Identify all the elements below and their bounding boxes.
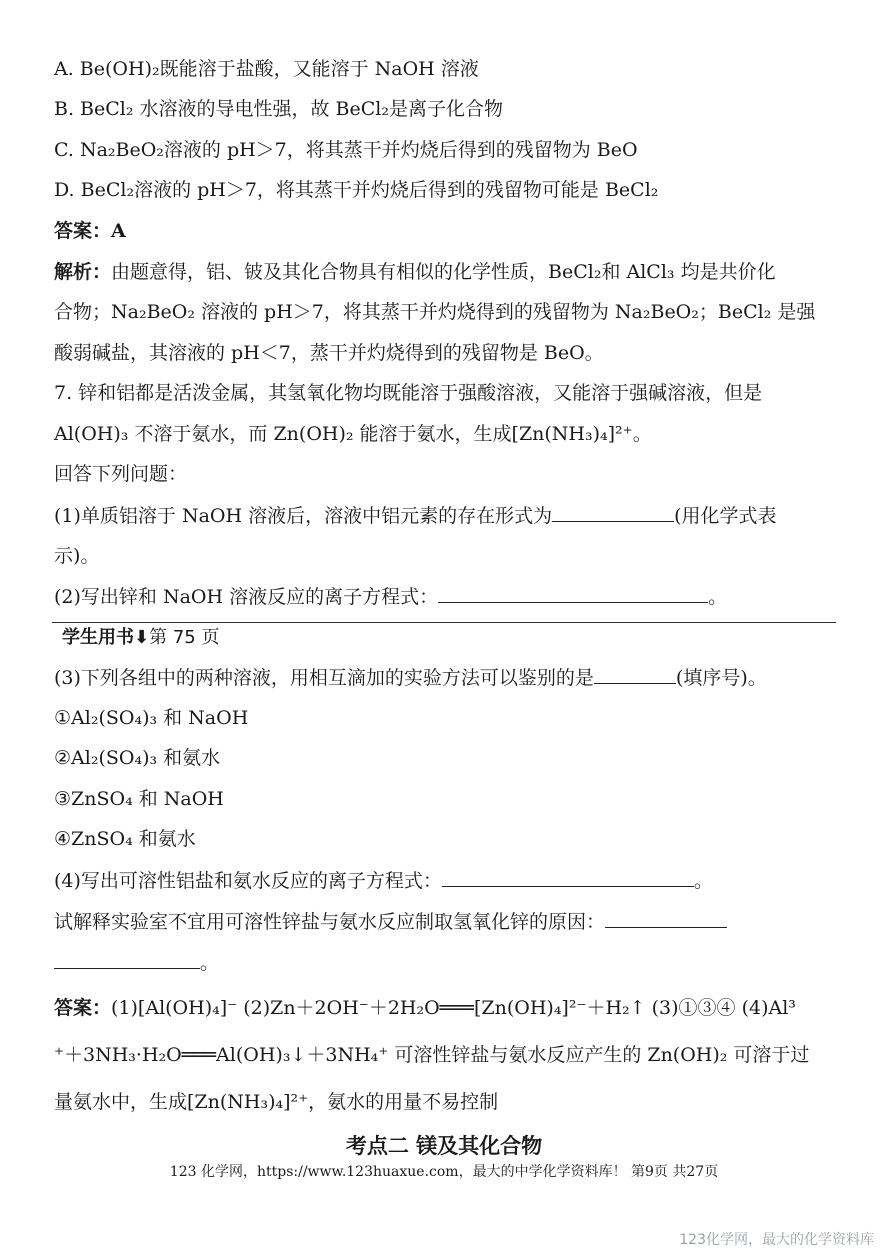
analysis-line-1: 解析：由题意得，铝、铍及其化合物具有相似的化学性质，BeCl₂和 AlCl₃ 均是共价化 [54,261,776,283]
answer-line: 答案：A [54,220,126,242]
answer-blank-4[interactable] [442,868,694,887]
choice-4: ④ZnSO₄ 和氨水 [54,828,196,850]
answer-blank-1[interactable] [552,503,674,522]
choice-2: ②Al₂(SO₄)₃ 和氨水 [54,747,221,769]
section-divider [52,622,836,623]
analysis-line-2: 合物；Na₂BeO₂ 溶液的 pH＞7，将其蒸干并灼烧得到的残留物为 Na₂BeO₂；BeCl₂ 是强 [54,301,816,323]
sub-question-4: (4)写出可溶性铝盐和氨水反应的离子方程式： 。 [54,870,713,892]
page-footer: 123 化学网，https://www.123huaxue.com，最大的中学化学资料库！ 第9页 共27页 [169,1164,719,1180]
sub-question-2: (2)写出锌和 NaOH 溶液反应的离子方程式： 。 [54,586,728,608]
option-b: B. BeCl₂ 水溶液的导电性强，故 BeCl₂是离子化合物 [54,98,503,120]
answer-blank-3[interactable] [594,665,676,684]
answer-block-line-3: 量氨水中，生成[Zn(NH₃)₄]²⁺，氨水的用量不易控制 [54,1091,499,1113]
sub-question-1-cont: 示)。 [54,545,100,567]
watermark: 123化学网，最大的化学资料库 [679,1232,874,1248]
sub-question-4-cont: 。 [54,950,219,975]
section-title: 考点二 镁及其化合物 [345,1133,543,1158]
answer-blank-5[interactable] [605,909,727,928]
sub-question-3: (3)下列各组中的两种溶液，用相互滴加的实验方法可以鉴别的是 (填序号)。 [54,667,767,689]
instruction-line: 回答下列问题： [54,463,188,485]
student-book-marker: 学生用书⬇第 75 页 [62,627,220,648]
option-c: C. Na₂BeO₂溶液的 pH＞7，将其蒸干并灼烧后得到的残留物为 BeO [54,139,638,161]
sub-question-1: (1)单质铝溶于 NaOH 溶液后，溶液中铝元素的存在形式为 (用化学式表 [54,505,777,527]
choice-3: ③ZnSO₄ 和 NaOH [54,788,224,810]
question-7-line-1: 7. 锌和铝都是活泼金属，其氢氧化物均既能溶于强酸溶液，又能溶于强碱溶液，但是 [54,382,763,404]
answer-block-line-2: ⁺＋3NH₃·H₂O═══Al(OH)₃↓＋3NH₄⁺ 可溶性锌盐与氨水反应产生的 Zn(OH)₂ 可溶于过 [54,1044,810,1066]
option-d: D. BeCl₂溶液的 pH＞7，将其蒸干并灼烧后得到的残留物可能是 BeCl₂ [54,179,659,201]
answer-blank-2[interactable] [438,584,708,603]
choice-1: ①Al₂(SO₄)₃ 和 NaOH [54,707,249,729]
analysis-line-3: 酸弱碱盐，其溶液的 pH＜7，蒸干并灼烧得到的残留物是 BeO。 [54,342,604,364]
question-7-line-2: Al(OH)₃ 不溶于氨水，而 Zn(OH)₂ 能溶于氨水，生成[Zn(NH₃)₄]²⁺。 [54,423,652,445]
answer-blank-6[interactable] [54,950,200,969]
option-a: A. Be(OH)₂既能溶于盐酸，又能溶于 NaOH 溶液 [54,58,479,80]
answer-block-line-1: 答案：(1)[Al(OH)₄]⁻ (2)Zn＋2OH⁻＋2H₂O═══[Zn(OH)₄]²⁻＋H₂↑ (3)①③④ (4)Al³ [54,997,796,1019]
down-arrow-icon: ⬇ [134,627,150,648]
sub-question-4-explain: 试解释实验室不宜用可溶性锌盐与氨水反应制取氢氧化锌的原因： [54,909,727,934]
